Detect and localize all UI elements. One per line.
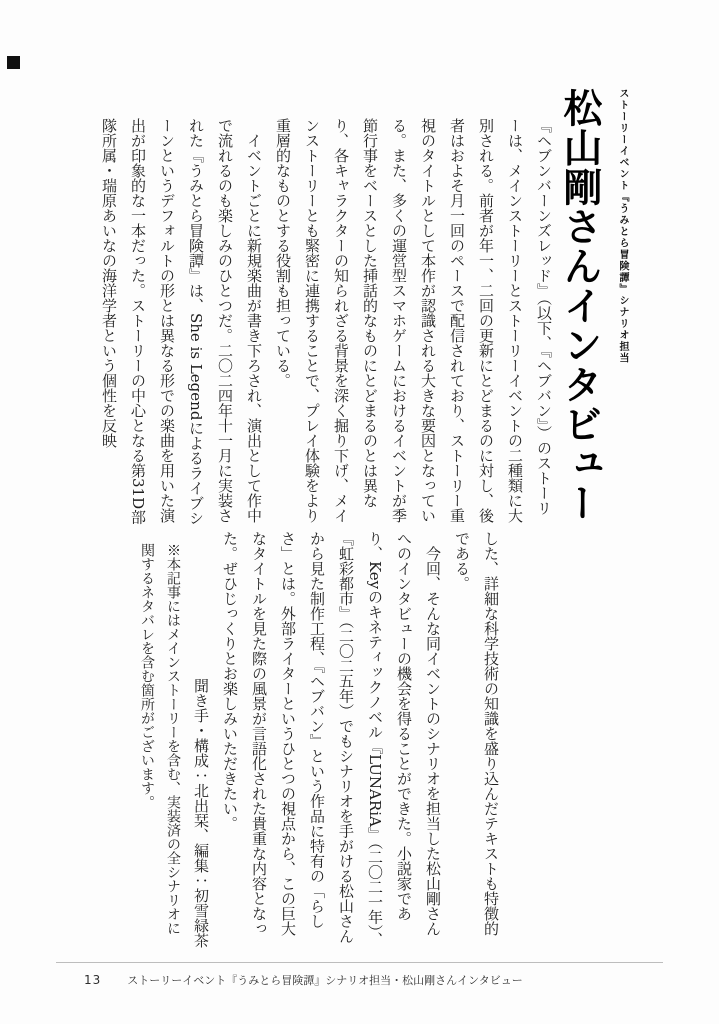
corner-mark [7,56,20,69]
article-body [134,531,505,948]
page-footer [84,972,523,988]
intro-section [94,118,558,528]
spoiler-note: ※本記事にはメインストーリーを含む、実装済の全シナリオに関するネタバレを含む箇所がございます。 [139,543,181,935]
article-kicker: ストーリーイベント『うみとら冒険譚』シナリオ担当 [617,88,628,364]
article-header [553,88,633,536]
page-number: 13 [84,973,102,987]
body-paragraph-1: した、詳細な科学技術の知識を盛り込んだテキストも特徴的である。 [453,531,500,936]
footer-running-title: ストーリーイベント『うみとら冒険譚』シナリオ担当・松山剛さんインタビュー [127,974,523,987]
intro-paragraph-1: 『ヘブンバーンズレッド』（以下、『ヘブバン』）のストーリーは、メインストーリーとストーリーイベントの二種類に大別される。前者が年一、二回の更新にとどまるのに対し、後者はおよそ月一回のペースで配信されており、ストーリー重視のタイトルとして本作が認識される大きな要因となっている。また、多くの運営型スマホゲームにおけるイベントが季節行事をベースとした挿話的なものにとどまるのとは異なり、各キャラクターの知られざる背景を深く掘り下げ、メインストーリーとも緊密に連携することで、プレイ体験をより重層的なものとする役割も担っている。 [274,118,553,523]
body-paragraph-2: 今回、そんな同イベントのシナリオを担当した松山剛さんへのインタビューの機会を得ることができた。小説家であり、Keyのキネティックノベル『LUNARiA』（二〇二一年）、『虹彩都市』（二〇二五年）でもシナリオを手がける松山さんから見た制作工程、『ヘブバン』という作品に特有の「らしさ」とは。外部ライターというひとつの視点から、この巨大なタイトルを見た際の風景が言語化された貴重な内容となった。ぜひじっくりとお楽しみいただきたい。 [221,531,442,947]
credit-line: 聞き手・構成：北出栞、編集：初雪緑茶 [192,678,210,948]
intro-paragraph-2: イベントごとに新規楽曲が書き下ろされ、演出として作中で流れるのも楽しみのひとつだ。二〇二四年十一月に実装された『うみとら冒険譚』は、She is Legendによるライブシーンというデフォルトの形とは異なる形での楽曲を用いた演出が印象的な一本だった。ストーリーの中心となる第31D部隊所属・瑞原あいなの海洋学者という個性を反映 [100,118,263,526]
footer-rule [56,962,663,963]
article-title: 松山剛さんインタビュー [557,88,602,523]
